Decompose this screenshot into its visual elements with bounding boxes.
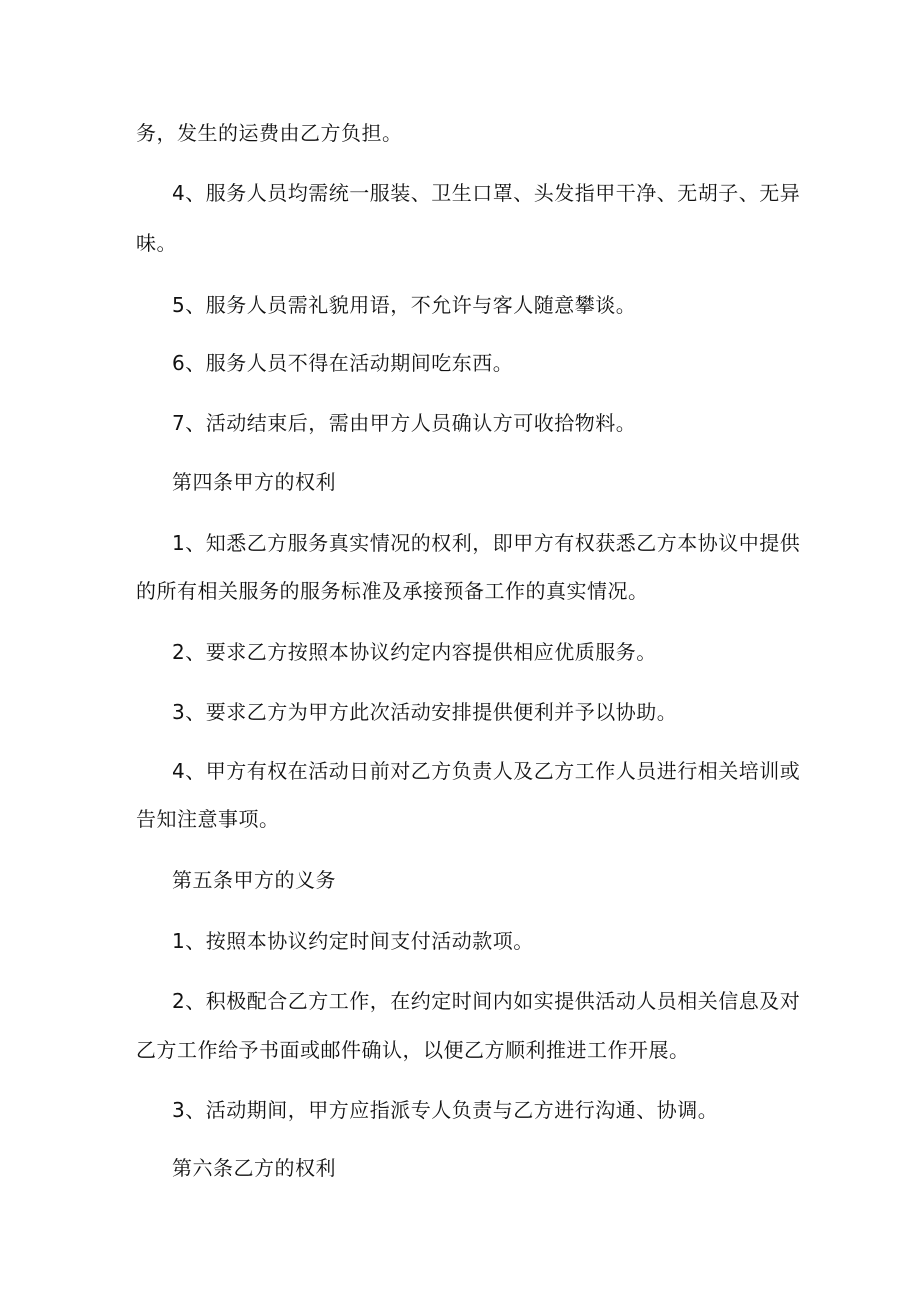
list-item-continuation: 味。 bbox=[136, 231, 177, 255]
list-item-line: 6、服务人员不得在活动期间吃东西。 bbox=[172, 351, 514, 375]
paragraph-line: 务，发生的运费由乙方负担。 bbox=[136, 121, 403, 145]
list-item-continuation: 告知注意事项。 bbox=[136, 807, 280, 831]
list-item-continuation: 的所有相关服务的服务标准及承接预备工作的真实情况。 bbox=[136, 579, 649, 603]
list-item-line: 2、要求乙方按照本协议约定内容提供相应优质服务。 bbox=[172, 640, 657, 664]
list-item-line: 3、活动期间，甲方应指派专人负责与乙方进行沟通、协调。 bbox=[172, 1098, 719, 1122]
list-item-line: 1、按照本协议约定时间支付活动款项。 bbox=[172, 929, 534, 953]
section-heading: 第四条甲方的权利 bbox=[172, 470, 336, 494]
list-item-line: 5、服务人员需礼貌用语，不允许与客人随意攀谈。 bbox=[172, 293, 637, 317]
section-heading: 第五条甲方的义务 bbox=[172, 868, 336, 892]
list-item-line: 7、活动结束后，需由甲方人员确认方可收拾物料。 bbox=[172, 411, 637, 435]
list-item-line: 2、积极配合乙方工作，在约定时间内如实提供活动人员相关信息及对 bbox=[172, 989, 801, 1013]
list-item-line: 4、服务人员均需统一服装、卫生口罩、头发指甲干净、无胡子、无异 bbox=[172, 181, 801, 205]
list-item-continuation: 乙方工作给予书面或邮件确认，以便乙方顺利推进工作开展。 bbox=[136, 1038, 690, 1062]
list-item-line: 3、要求乙方为甲方此次活动安排提供便利并予以协助。 bbox=[172, 700, 678, 724]
section-heading: 第六条乙方的权利 bbox=[172, 1156, 336, 1180]
list-item-line: 1、知悉乙方服务真实情况的权利，即甲方有权获悉乙方本协议中提供 bbox=[172, 531, 801, 555]
list-item-line: 4、甲方有权在活动日前对乙方负责人及乙方工作人员进行相关培训或 bbox=[172, 759, 801, 783]
